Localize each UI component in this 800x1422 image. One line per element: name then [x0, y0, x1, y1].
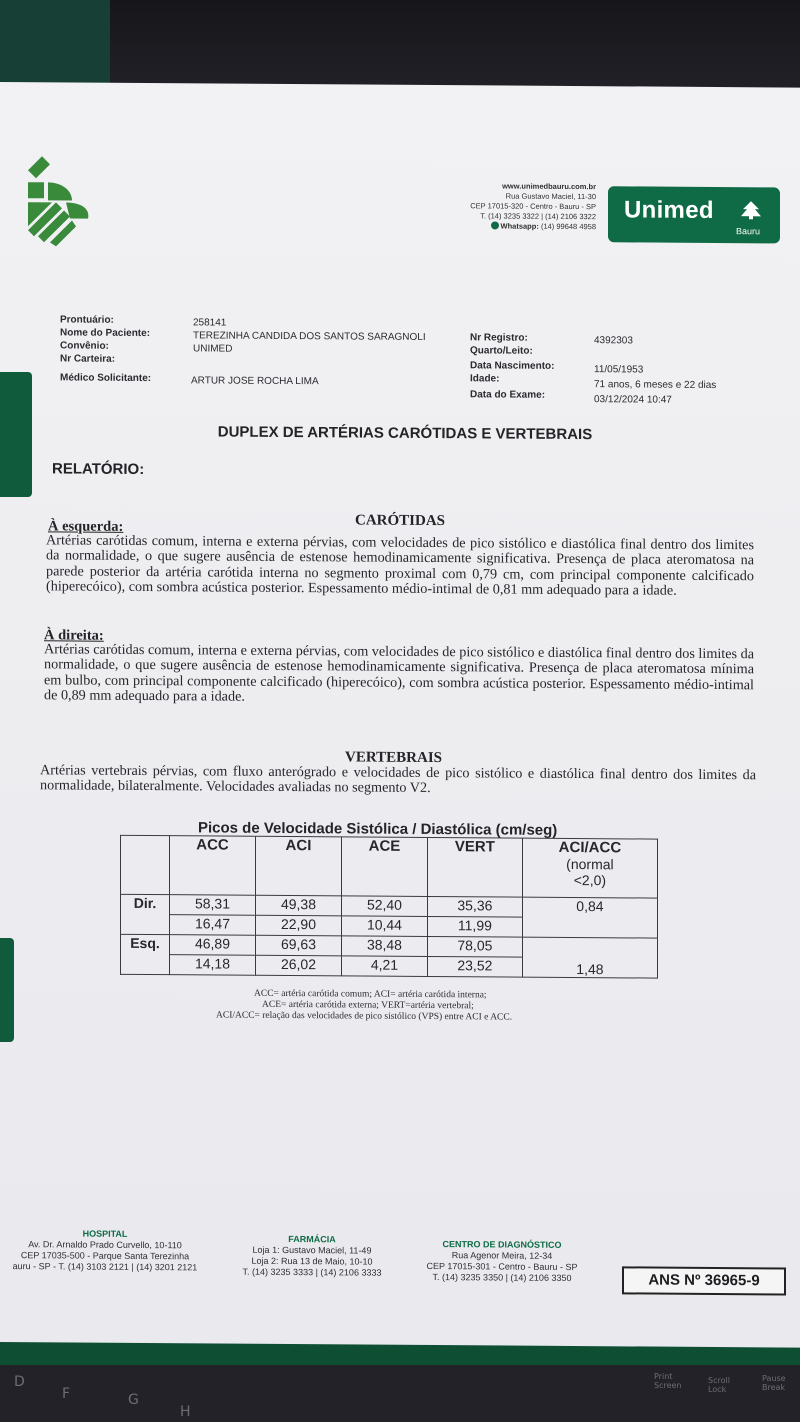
cell-esq-sys-ace: 38,48 — [341, 936, 427, 957]
cell-dir-sys-aci: 49,38 — [255, 895, 341, 916]
whatsapp-line — [400, 221, 596, 232]
contact-block — [400, 181, 596, 232]
whatsapp-number: (14) 99648 4958 — [540, 221, 596, 232]
phone-text: T. (14) 3235 3322 | (14) 2106 3322 — [480, 211, 596, 222]
hospital-logo-icon — [22, 152, 92, 252]
label-nascimento: Data Nascimento: — [470, 360, 555, 372]
cell-dir-sys-acc: 58,31 — [170, 895, 256, 916]
cell-esq-sys-aci: 69,63 — [255, 935, 341, 956]
label-quarto: Quarto/Leito: — [470, 345, 533, 357]
keyboard-key: H — [180, 1404, 191, 1420]
table-header-row — [121, 835, 658, 898]
footer-centro-line: Rua Agenor Meira, 12-34 — [451, 1250, 553, 1261]
footer-farmacia-line: Loja 1: Gustavo Maciel, 11-49 — [252, 1244, 372, 1256]
cell-dir-dia-aci: 22,90 — [255, 915, 341, 936]
keyboard-key: F — [62, 1386, 71, 1402]
header-ratio-normal: (normal — [566, 855, 614, 873]
cell-dir-dia-acc: 16,47 — [170, 915, 256, 936]
label-exame: Data do Exame: — [470, 389, 546, 401]
keyboard-key: Pause Break — [762, 1374, 786, 1392]
footer-centro-title: CENTRO DE DIAGNÓSTICO — [442, 1239, 562, 1250]
footer-centro — [410, 1239, 594, 1284]
keyboard-key: Print Screen — [654, 1372, 682, 1390]
label-convenio: Convênio: — [60, 340, 109, 352]
right-side-text: Artérias carótidas comum, interna e externa pérvias, com velocidades de pico sistólico e diastólica final dentro dos limites da normalidade, o que sugere ausência de estenose hemodinamicamente significativa. Presença de placa ateromatosa mínima em bulbo, com principal componente calcificado (hiperecóico), com sombra acústica posterior. Espessamento médio-intimal de 0,89 mm adequado para a idade. — [44, 641, 754, 705]
header-ace: ACE — [341, 837, 427, 897]
footer-centro-line: T. (14) 3235 3350 | (14) 2106 3350 — [432, 1272, 572, 1283]
cell-esq-dia-vert: 23,52 — [427, 956, 522, 977]
cell-dir-sys-ace: 52,40 — [341, 896, 427, 917]
legend-line-2: ACE= artéria carótida externa; VERT=artéria vertebral; — [262, 999, 474, 1012]
legend-line-3: ACI/ACC= relação das velocidades de pico sistólico (VPS) entre ACI e ACC. — [216, 1010, 513, 1023]
legend-line-1: ACC= artéria carótida comum; ACI= artéria carótida interna; — [254, 988, 487, 1001]
carotids-title: CARÓTIDAS — [355, 512, 446, 530]
right-side-label: À direita: — [44, 627, 104, 644]
value-convenio: UNIMED — [193, 343, 233, 355]
footer-hospital — [0, 1228, 210, 1273]
header-ratio-name: ACI/ACC — [558, 838, 622, 857]
footer-farmacia-title: FARMÁCIA — [288, 1234, 336, 1245]
header-ratio — [522, 838, 657, 898]
footer-hospital-title: HOSPITAL — [82, 1228, 128, 1239]
footer-farmacia-line: Loja 2: Rua 13 de Maio, 10-10 — [251, 1255, 373, 1267]
brand-name: Unimed — [624, 196, 714, 224]
green-side-tab — [0, 372, 32, 497]
row-label-esq: Esq. — [121, 934, 170, 974]
report-label: RELATÓRIO: — [52, 460, 145, 479]
cell-dir-ratio: 0,84 — [522, 897, 657, 938]
cell-esq-sys-acc: 46,89 — [170, 935, 256, 956]
footer-hospital-line: Av. Dr. Arnaldo Prado Curvello, 10-110 — [28, 1239, 182, 1251]
left-side-text: Artérias carótidas comum, interna e externa pérvias, com velocidades de pico sistólico e diastólica final dentro dos limites da normalidade, o que sugere ausência de estenose hemodinamicamente significativa. Presença de placa ateromatosa na parede posterior da artéria carótida interna no segmento proximal com 0,79 cm, com principal componente calcificado (hiperecóico), com sombra acústica posterior. Espessamento médio-intimal de 0,81 mm adequado para a idade. — [46, 532, 754, 599]
keyboard-key: G — [128, 1392, 139, 1408]
footer-centro-line: CEP 17015-301 - Centro - Bauru - SP — [426, 1260, 578, 1273]
whatsapp-icon — [491, 221, 499, 229]
exam-title: DUPLEX DE ARTÉRIAS CARÓTIDAS E VERTEBRAIS — [217, 423, 593, 444]
website-text: www.unimedbauru.com.br — [502, 181, 596, 192]
header-acc: ACC — [170, 836, 256, 896]
table-title: Picos de Velocidade Sistólica / Diastólica (cm/seg) — [198, 819, 558, 839]
address-text: Rua Gustavo Maciel, 11-30 — [505, 191, 596, 202]
cell-esq-dia-acc: 14,18 — [170, 955, 256, 976]
cell-dir-dia-vert: 11,99 — [427, 916, 522, 937]
keyboard-key: D — [14, 1374, 25, 1390]
label-medico: Médico Solicitante: — [60, 372, 152, 385]
cell-esq-dia-ace: 4,21 — [341, 956, 427, 977]
keyboard-key: Scroll Lock — [708, 1376, 730, 1394]
value-nome: TEREZINHA CANDIDA DOS SANTOS SARAGNOLI — [193, 330, 426, 343]
brand-city: Bauru — [736, 226, 761, 237]
footer-farmacia-line: T. (14) 3235 3333 | (14) 2106 3333 — [242, 1266, 382, 1278]
cell-esq-sys-vert: 78,05 — [427, 936, 522, 957]
footer-farmacia — [222, 1234, 402, 1279]
label-nome: Nome do Paciente: — [60, 327, 151, 340]
header-ratio-limit: <2,0) — [573, 872, 607, 889]
header-aci: ACI — [255, 836, 341, 896]
footer-hospital-line: CEP 17035-500 - Parque Santa Terezinha — [20, 1250, 190, 1262]
footer-hospital-line: auru - SP - T. (14) 3103 2121 | (14) 3201 2121 — [12, 1261, 198, 1273]
value-idade: 71 anos, 6 meses e 22 dias — [594, 379, 717, 392]
table-corner — [121, 835, 170, 894]
whatsapp-label: Whatsapp: — [500, 221, 539, 231]
label-idade: Idade: — [470, 373, 500, 385]
vertebrals-text: Artérias vertebrais pérvias, com fluxo anterógrado e velocidades de pico sistólico e diastólica final dentro dos limites da normalidade, bilateralmente. Velocidades avaliadas no segmento V2. — [40, 762, 756, 797]
value-nascimento: 11/05/1953 — [594, 364, 644, 376]
cell-dir-dia-ace: 10,44 — [341, 916, 427, 937]
green-side-tab — [0, 938, 14, 1042]
unimed-logo — [608, 186, 780, 243]
cell-esq-dia-aci: 26,02 — [255, 955, 341, 976]
label-carteira: Nr Carteira: — [60, 353, 116, 365]
cell-dir-sys-vert: 35,36 — [427, 896, 522, 917]
header-vert: VERT — [427, 837, 522, 897]
cell-esq-ratio: 1,48 — [522, 937, 657, 978]
label-prontuario: Prontuário: — [60, 314, 114, 326]
vertebrals-title: VERTEBRAIS — [345, 749, 443, 767]
row-label-dir: Dir. — [121, 894, 170, 934]
ans-registration: ANS Nº 36965-9 — [622, 1266, 786, 1295]
left-side-label: À esquerda: — [48, 518, 124, 535]
label-registro: Nr Registro: — [470, 332, 528, 344]
value-registro: 4392303 — [594, 335, 633, 347]
value-prontuario: 258141 — [193, 317, 227, 329]
value-exame: 03/12/2024 10:47 — [594, 394, 672, 406]
cep-text: CEP 17015-320 - Centro - Bauru - SP — [470, 201, 596, 212]
unimed-tree-icon — [739, 200, 763, 220]
value-medico: ARTUR JOSE ROCHA LIMA — [191, 375, 319, 388]
velocity-table — [120, 835, 658, 979]
report-paper — [0, 82, 800, 1348]
